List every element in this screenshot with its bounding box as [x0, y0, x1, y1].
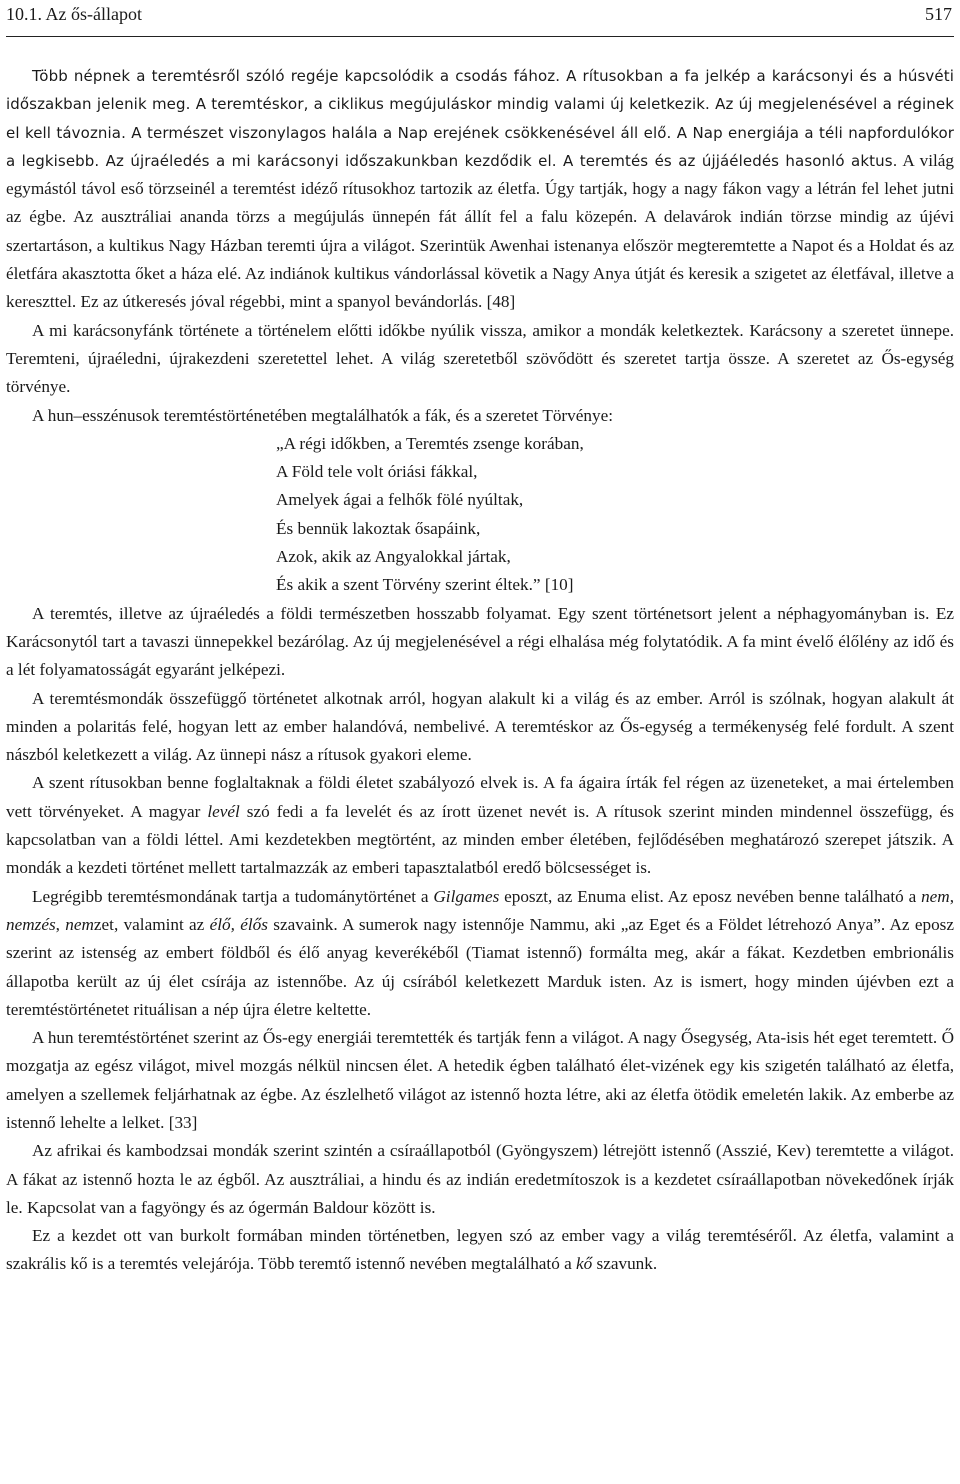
paragraph-7-italic-elo: élő, élős [209, 914, 268, 934]
paragraph-7-text-d: , [55, 914, 66, 934]
paragraph-10-italic-ko: kő [576, 1254, 593, 1274]
paragraph-3: A hun–esszénusok teremtéstörténetében megtalálhatók a fák, és a szeretet Törvénye: [32, 405, 613, 425]
paragraph-10 [6, 1222, 954, 1279]
paragraph-10-text-a: Ez a kezdet ott van burkolt formában minden történetben, legyen szó az ember vagy a világ teremtéséről. Az életfa, valamint a szakrális kő is a teremtés velejárója. Több teremtő istennő nevében megtalálható a [6, 1226, 954, 1274]
running-header [6, 0, 954, 37]
paragraph-7-text-e: zet, valamint az [93, 914, 210, 934]
paragraph-5: A teremtésmondák összefüggő történetet alkotnak arról, hogyan alakult ki a világ és az ember. Arról is szólnak, hogyan alakult át minden a polaritás felé, hogyan lett az ember halandóvá, nembelivé. A teremtéskor az Ős-egység a termékenység felé fordult. A szent nászból keletkezett a világ. Az ünnepi nász a rítusok gyakori eleme. [6, 688, 954, 765]
paragraph-7-text-a: Legrégibb teremtésmondának tartja a tudománytörténet a [32, 886, 434, 906]
paragraph-7-italic-nem-2: nem [65, 914, 94, 934]
paragraph-6-text-a: A szent rítusokban benne foglaltaknak a földi életet szabályozó elvek is. A fa ágaira írták fel régen az üzeneteket, a mai értelemben vett törvényeket. A magyar [6, 773, 954, 821]
paragraph-10-text-b: szavunk. [592, 1254, 658, 1274]
poem-line-6: És akik a szent Törvény szerint éltek.” [10] [276, 575, 574, 595]
poem-line-3: Amelyek ágai a felhők fölé nyúltak, [276, 490, 524, 510]
paragraph-6-text-b: szó fedi a fa levelét és az írott üzenet nevét is. A rítusok szerint minden mindennel összefügg, és kapcsolatban van a földi léttel. Ami kezdetekben megtörtént, az minden ember életében, fejlődésében meghatározó szerepet játszik. A mondák a kezdeti történet mellett tartalmazzák az emberi tapasztalatból eredő bölcsességet is. [6, 801, 954, 878]
poem-line-5: Azok, akik az Angyalokkal jártak, [276, 547, 511, 567]
paragraph-2: A mi karácsonyfánk története a történelem előtti időkbe nyúlik vissza, amikor a mondák keletkeztek. Karácsony a szeretet ünnepe. Teremteni, újraéledni, újrakezdeni szeretettel lehet. A világ szeretetből szövődött és szeretet tartja össze. A szeretet az Ős-egység törvénye. [6, 320, 954, 397]
poem-line-1: „A régi időkben, a Teremtés zsenge korában, [276, 433, 584, 453]
paragraph-8: A hun teremtéstörténet szerint az Ős-egy energiái teremtették és tartják fenn a világot. A nagy Ősegység, Ata-isis hét eget teremtett. Ő mozgatja az egész világot, mivel mozgás nélkül nincsen élet. A hetedik égben található élet-vizének egy kis szigetén található az életfa, amelyen a szellemek feljárhatnak az égbe. Az észlelhető világot az istennő hozta létre, aki az életfa ötödik emeletén lakik. Az emberbe az istennő lehelte a lelket. [33] [6, 1028, 954, 1132]
paragraph-7-text-f: szavaink. A sumerok nagy istennője Nammu, aki „az Eget és a Földet létrehozó Anya”. Az eposz szerint az istenség az embert földből és élő anyag keverékéből (Tiamat istennő) formálta meg, akár a fákat. Kezdetben embrionális állapotba került az új élet csírája az istennőbe. Az új csírából keletkezett Marduk isten. Az is ismert, hogy minden újévben ezt a teremtéstörténetet rituálisan a nép újra életre keltette. [6, 914, 955, 1019]
paragraph-1 [6, 62, 954, 317]
paragraph-4: A teremtés, illetve az újraéledés a földi természetben hosszabb folyamat. Egy szent történetsort jelent a néphagyományban is. Ez Karácsonytól tart a tavaszi ünnepekkel bezárólag. Az új megjelenésével a régi elhalása még folytatódik. A fa mint évelő élőlény az idő és a lét folyamatosságát egyaránt jelképezi. [6, 603, 954, 680]
paragraph-1-serif-part: A világ egymástól távol eső törzseinél a teremtést idéző rítusokhoz tartozik az életfa. Úgy tartják, hogy a nagy fákon vagy a létrán fel lehet jutni az égbe. Az ausztráliai ananda törzs a megújulás ünnepén fát állít fel a falu közepén. A delavárok indián törzse mindig az újévi szertartáson, a kultikus Nagy Házban teremti újra a világot. Szerintük Awenhai istenanya először megteremtette a Napot és a Holdat és az életfára akasztotta őket a háza elé. Az indiánok kultikus vándorlással követik a Nagy Anya útját és keresik a szigetet az életfával, illetve a kereszttel. Ez az útkeresés jóval régebbi, mint a spanyol bevándorlás. [48] [6, 150, 954, 312]
paragraph-7 [6, 883, 954, 1024]
paragraph-7-italic-nem: nem [921, 886, 950, 906]
paragraph-6 [6, 769, 954, 882]
paragraph-9: Az afrikai és kambodzsai mondák szerint szintén a csíraállapotból (Gyöngyszem) létrejött istennő (Asszié, Kev) teremtette a világot. A fákat az istennő hozta le az égből. Az ausztráliai, a hindu és az indián eredetmítoszok is a kezdetet csíraállapotban növekedőnek írják le. Kapcsolat van a fagyöngy és az ógermán Baldour között is. [6, 1141, 954, 1217]
paragraph-1-sans-part: Több népnek a teremtésről szóló regéje kapcsolódik a csodás fához. A rítusokban a fa jelkép a karácsonyi és a húsvéti időszakban jelenik meg. A teremtéskor, a ciklikus megújuláskor mindig valami új keletkezik. Az új megjelenésével a réginek el kell távoznia. A természet viszonylagos halála a Nap erejének csökkenésével áll elő. A Nap energiája a téli napfordulókor a legkisebb. Az újraéledés a mi karácsonyi időszakunkban kezdődik el. A teremtés és az újjáéledés hasonló aktus. [6, 67, 954, 170]
paragraph-6-italic-word: levél [207, 801, 240, 821]
poem-line-4: És bennük lakoztak ősapáink, [276, 518, 481, 538]
body-text [6, 62, 954, 1279]
poem-line-2: A Föld tele volt óriási fákkal, [276, 462, 478, 482]
paragraph-7-text-c: , [949, 886, 954, 906]
paragraph-7-italic-nemzes: nemzés [6, 914, 56, 934]
page-number: 517 [925, 4, 952, 24]
poem-quote [276, 430, 954, 600]
section-title: 10.1. Az ős-állapot [6, 4, 142, 24]
paragraph-7-italic-gilgames: Gilgames [433, 886, 500, 906]
paragraph-7-text-b: eposzt, az Enuma elist. Az eposz nevében benne található a [499, 886, 922, 906]
